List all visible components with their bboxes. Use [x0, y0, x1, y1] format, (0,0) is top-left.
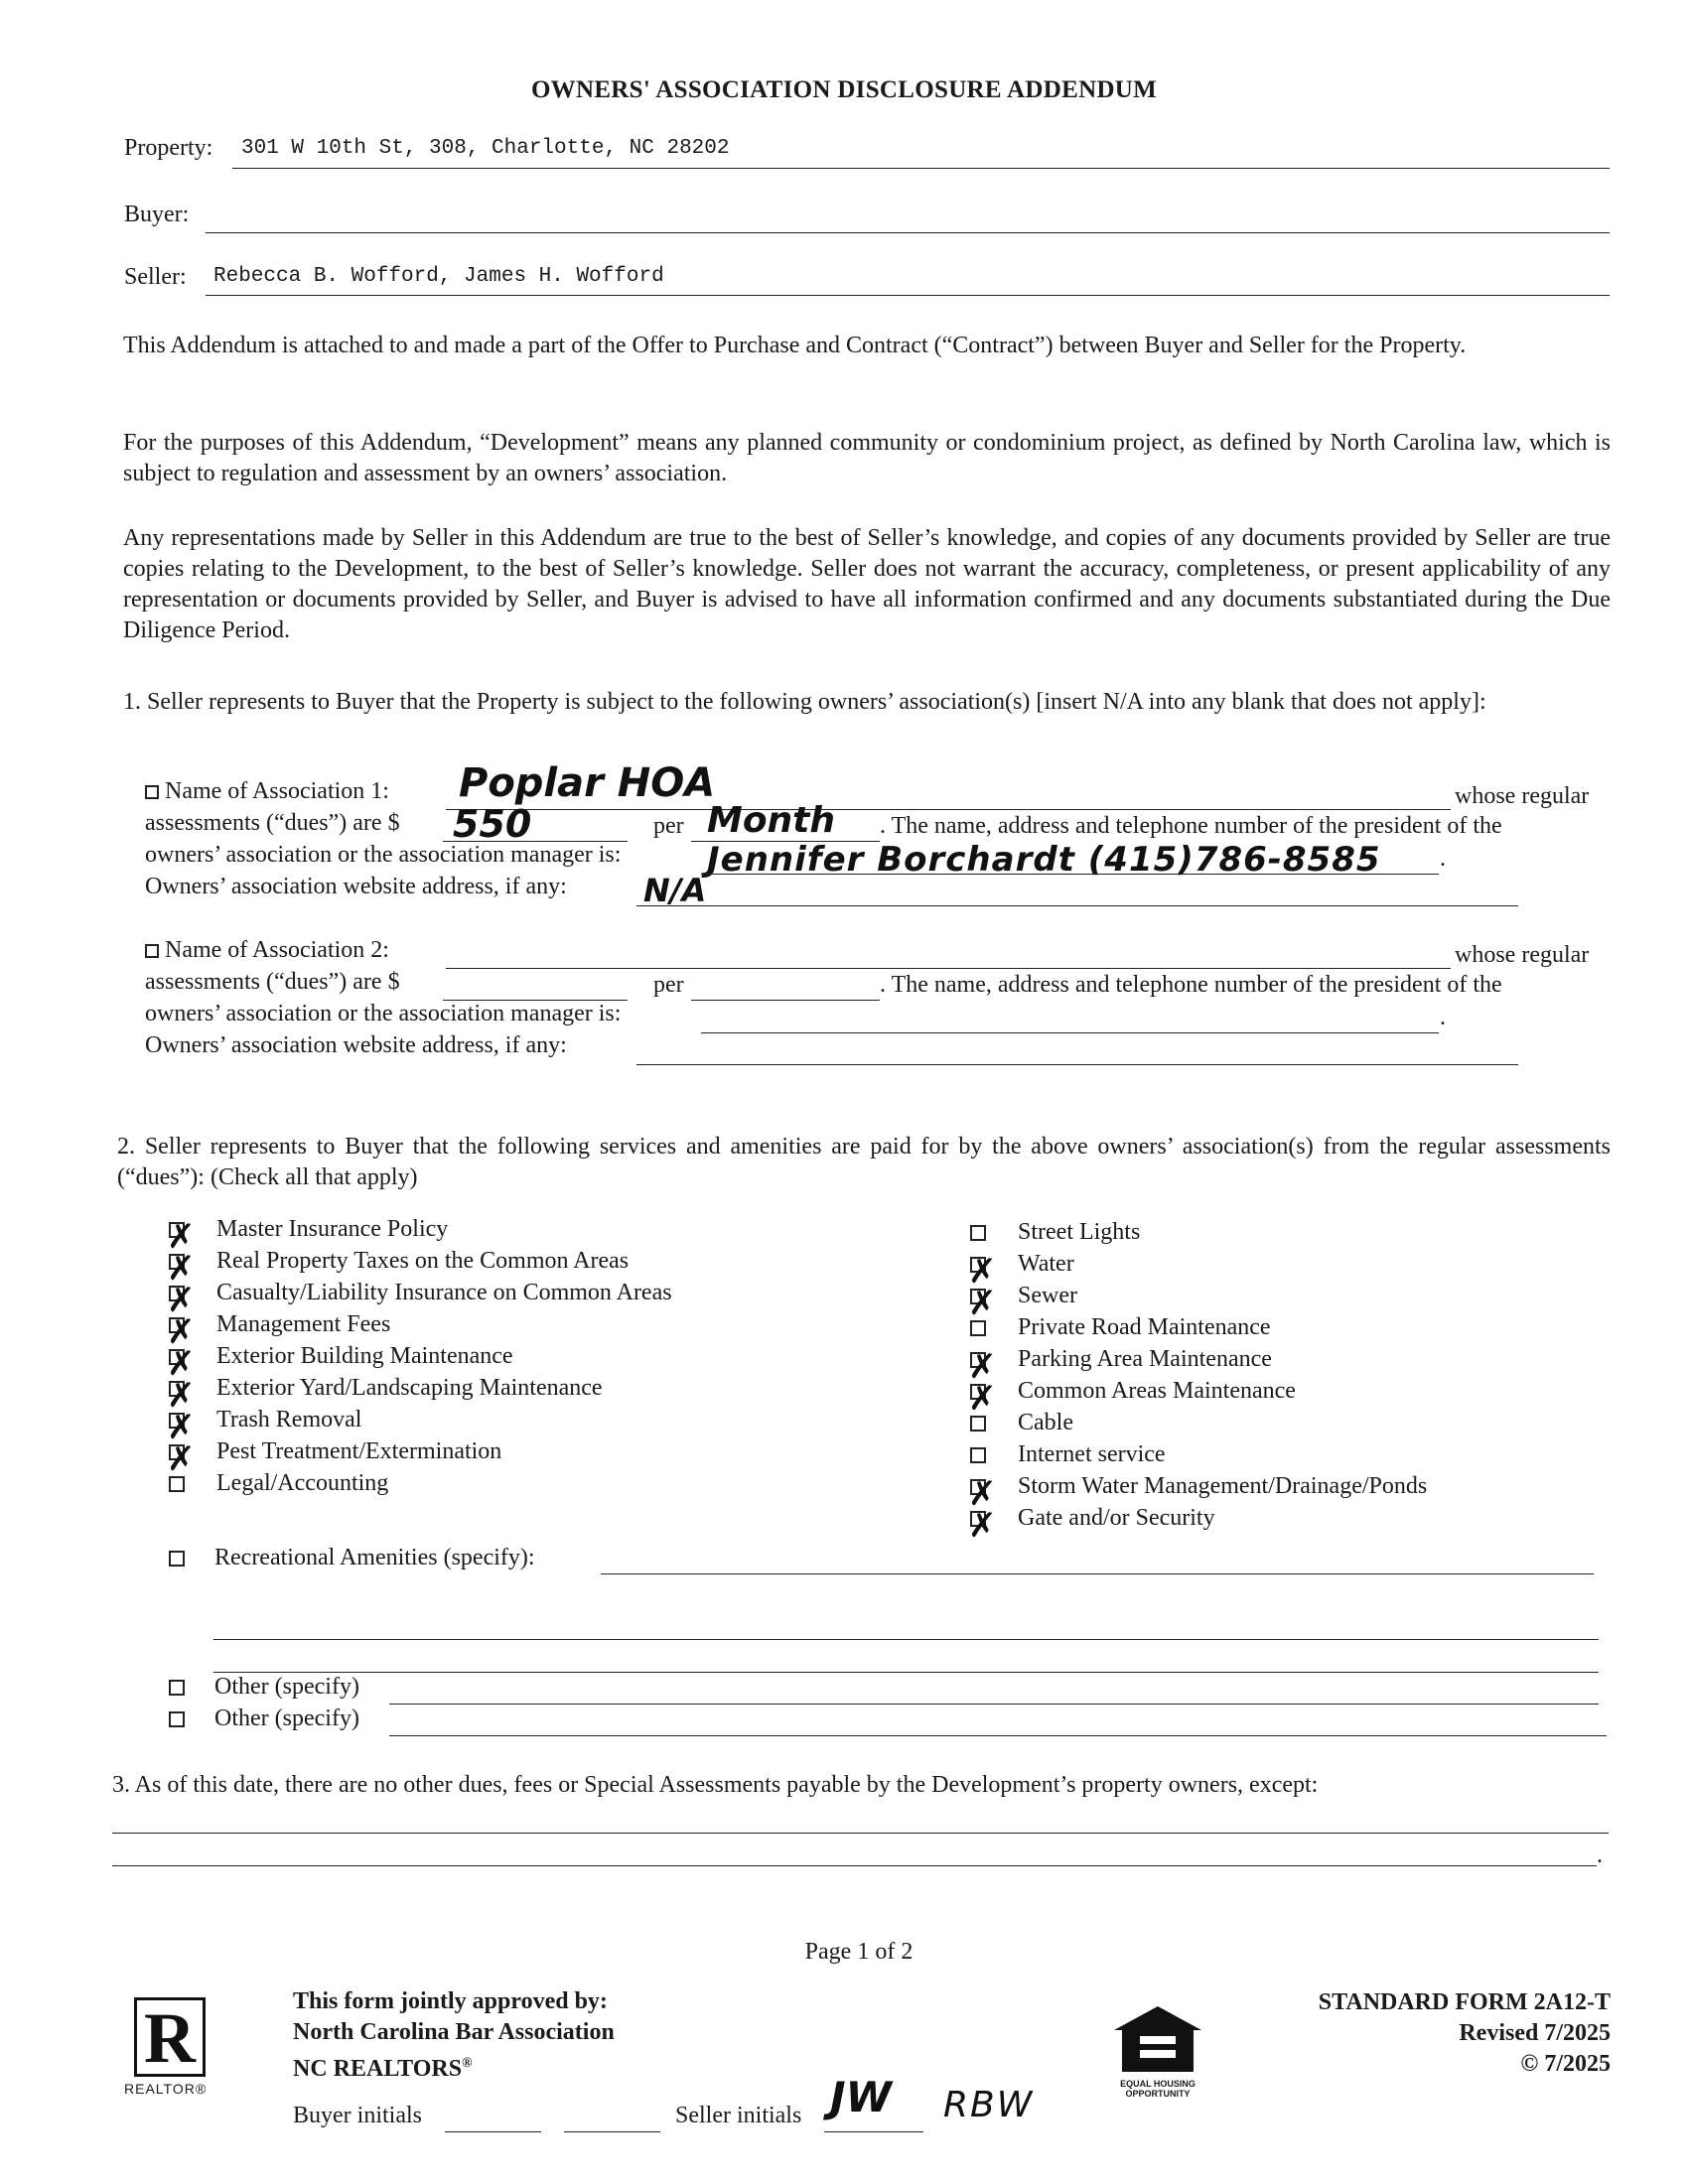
approved-line-1: This form jointly approved by: — [293, 1988, 608, 2014]
buyer-initials-field-2[interactable] — [564, 2131, 660, 2132]
service-label: Sewer — [1018, 1283, 1077, 1308]
service-checkbox[interactable] — [968, 1347, 997, 1387]
recreational-checkbox[interactable] — [169, 1551, 185, 1567]
check-mark-icon: ✗ — [167, 1439, 196, 1479]
seller-initials-label: Seller initials — [675, 2103, 802, 2128]
intro-paragraph-3: Any representations made by Seller in this Addendum are true to the best of Seller’s knowledge, and copies of any documents provided by Seller are true copies relating to the Development, to the best of Seller’s knowledge. Seller does not warrant the accuracy, completeness, or present applicability of any representation or documents provided by Seller, and Buyer is advised to have all information confirmed and any documents substantiated during the Due Diligence Period. — [123, 525, 1611, 643]
section-3-field-line2[interactable] — [112, 1865, 1597, 1866]
assoc2-name-field[interactable] — [446, 968, 1451, 969]
realtor-logo-text: REALTOR® — [124, 2081, 208, 2097]
buyer-initials-label: Buyer initials — [293, 2103, 422, 2128]
service-label: Cable — [1018, 1410, 1073, 1435]
assoc2-website-field[interactable] — [636, 1064, 1518, 1065]
check-mark-icon: ✗ — [968, 1252, 997, 1292]
service-checkbox[interactable] — [167, 1249, 196, 1289]
recreational-field-line3[interactable] — [213, 1672, 1599, 1673]
service-checkbox[interactable] — [968, 1284, 997, 1323]
service-label: Legal/Accounting — [216, 1470, 389, 1496]
other-1-checkbox[interactable] — [169, 1680, 185, 1696]
check-mark-icon: ✗ — [968, 1474, 997, 1514]
service-checkbox[interactable] — [167, 1344, 196, 1384]
check-mark-icon: ✗ — [167, 1408, 196, 1447]
intro-paragraph-1: This Addendum is attached to and made a part of the Offer to Purchase and Contract (“Contract”) between Buyer and Seller for the Property. — [123, 333, 1467, 358]
check-mark-icon: ✗ — [968, 1284, 997, 1323]
assoc2-dues-label: assessments (“dues”) are $ — [145, 969, 400, 995]
recreational-label: Recreational Amenities (specify): — [214, 1545, 535, 1570]
assoc1-name-label: Name of Association 1: — [165, 778, 389, 804]
service-checkbox[interactable] — [167, 1408, 196, 1447]
assoc2-name-row — [145, 937, 389, 964]
assoc2-website-label: Owners’ association website address, if any: — [145, 1032, 567, 1058]
service-checkbox[interactable] — [968, 1474, 997, 1514]
intro-paragraph-2: For the purposes of this Addendum, “Development” means any planned community or condominium project, as defined by North Carolina law, which is subject to regulation and assessment by an owners’ association. — [123, 430, 1611, 486]
assoc1-checkbox[interactable] — [145, 785, 159, 799]
service-label: Exterior Building Maintenance — [216, 1343, 513, 1369]
other-2-checkbox[interactable] — [169, 1711, 185, 1727]
check-mark-icon: ✗ — [167, 1249, 196, 1289]
seller-field[interactable]: Rebecca B. Wofford, James H. Wofford — [213, 265, 664, 288]
assoc1-president-text: . The name, address and telephone number of the president of the — [880, 813, 1502, 839]
service-checkbox[interactable] — [968, 1506, 997, 1546]
service-checkbox[interactable] — [970, 1447, 986, 1463]
recreational-field[interactable] — [601, 1573, 1594, 1574]
check-mark-icon: ✗ — [167, 1344, 196, 1384]
assoc1-whose-regular: whose regular — [1455, 783, 1590, 809]
check-mark-icon: ✗ — [968, 1347, 997, 1387]
assoc1-per-field[interactable]: Month — [707, 800, 836, 841]
recreational-field-line2[interactable] — [213, 1639, 1599, 1640]
service-checkbox[interactable] — [167, 1217, 196, 1257]
service-label: Casualty/Liability Insurance on Common Areas — [216, 1280, 672, 1305]
service-checkbox[interactable] — [169, 1476, 185, 1492]
service-checkbox[interactable] — [968, 1379, 997, 1419]
equal-housing-logo — [1108, 2002, 1207, 2102]
service-label: Private Road Maintenance — [1018, 1314, 1271, 1340]
other-2-field[interactable] — [389, 1735, 1607, 1736]
assoc2-manager-field[interactable] — [701, 1032, 1439, 1033]
page-title: OWNERS' ASSOCIATION DISCLOSURE ADDENDUM — [530, 76, 1158, 103]
check-mark-icon: ✗ — [167, 1217, 196, 1257]
registered-mark: ® — [462, 2056, 473, 2071]
section-3-text: 3. As of this date, there are no other dues, fees or Special Assessments payable by the Development’s property owners, except: — [112, 1772, 1319, 1798]
nc-realtors-text: NC REALTORS — [293, 2056, 463, 2082]
realtor-logo-letter: R — [144, 1998, 196, 2078]
eho-text-2: OPPORTUNITY — [1125, 2089, 1191, 2099]
service-checkbox[interactable] — [167, 1439, 196, 1479]
service-checkbox[interactable] — [970, 1225, 986, 1241]
assoc2-per-field[interactable] — [691, 1000, 880, 1001]
check-mark-icon: ✗ — [167, 1376, 196, 1416]
assoc1-per-label: per — [653, 813, 684, 839]
buyer-label: Buyer: — [124, 202, 190, 227]
service-label: Trash Removal — [216, 1407, 362, 1433]
house-icon — [1108, 2002, 1207, 2074]
section-3-period: . — [1597, 1843, 1603, 1868]
property-label: Property: — [124, 135, 213, 161]
check-mark-icon: ✗ — [167, 1312, 196, 1352]
service-checkbox[interactable] — [167, 1281, 196, 1320]
approval-block — [293, 1986, 615, 2085]
service-label: Pest Treatment/Extermination — [216, 1438, 502, 1464]
service-checkbox[interactable] — [968, 1252, 997, 1292]
assoc1-name-field[interactable]: Poplar HOA — [459, 760, 716, 806]
service-label: Exterior Yard/Landscaping Maintenance — [216, 1375, 603, 1401]
page-number: Page 1 of 2 — [804, 1939, 914, 1965]
form-revised: Revised 7/2025 — [1459, 2020, 1611, 2046]
check-mark-icon: ✗ — [167, 1281, 196, 1320]
service-label: Water — [1018, 1251, 1074, 1277]
other-1-label: Other (specify) — [214, 1674, 359, 1700]
realtor-logo — [124, 1997, 233, 2097]
service-label: Parking Area Maintenance — [1018, 1346, 1272, 1372]
assoc1-website-field[interactable]: N/A — [643, 872, 707, 909]
assoc2-manager-label: owners’ association or the association manager is: — [145, 1001, 622, 1026]
service-checkbox[interactable] — [970, 1320, 986, 1336]
form-copyright: © 7/2025 — [1520, 2051, 1611, 2077]
service-label: Street Lights — [1018, 1219, 1141, 1245]
service-label: Gate and/or Security — [1018, 1505, 1215, 1531]
assoc1-manager-field[interactable]: Jennifer Borchardt (415)786-8585 — [707, 840, 1381, 880]
assoc1-name-row — [145, 778, 389, 805]
service-checkbox[interactable] — [970, 1416, 986, 1432]
other-2-label: Other (specify) — [214, 1706, 359, 1731]
eho-text-1: EQUAL HOUSING — [1120, 2079, 1196, 2089]
service-checkbox[interactable] — [167, 1312, 196, 1352]
property-field[interactable]: 301 W 10th St, 308, Charlotte, NC 28202 — [241, 137, 730, 160]
section-2-text: 2. Seller represents to Buyer that the following services and amenities are paid for by the above owners’ association(s) from the regular assessments (“dues”): (Check all that apply) — [117, 1134, 1611, 1190]
assoc2-manager-period: . — [1440, 1005, 1446, 1030]
service-label: Management Fees — [216, 1311, 391, 1337]
section-1-text: 1. Seller represents to Buyer that the Property is subject to the following owners’ association(s) [insert N/A into any blank that does not apply]: — [123, 689, 1486, 715]
assoc2-president-text: . The name, address and telephone number of the president of the — [880, 972, 1502, 998]
seller-label: Seller: — [124, 264, 187, 290]
assoc1-website-label: Owners’ association website address, if any: — [145, 874, 567, 899]
check-mark-icon: ✗ — [968, 1506, 997, 1546]
assoc1-manager-period: . — [1440, 846, 1446, 872]
assoc2-whose-regular: whose regular — [1455, 942, 1590, 968]
buyer-initials-field-1[interactable] — [445, 2131, 541, 2132]
form-id-block — [1319, 1987, 1611, 2080]
service-label: Internet service — [1018, 1441, 1166, 1467]
form-name: STANDARD FORM 2A12-T — [1318, 1989, 1611, 2015]
assoc2-name-label: Name of Association 2: — [165, 937, 389, 963]
assoc2-per-label: per — [653, 972, 684, 998]
assoc1-manager-label: owners’ association or the association manager is: — [145, 842, 622, 868]
service-label: Real Property Taxes on the Common Areas — [216, 1248, 630, 1274]
seller-initials-field-1[interactable]: JW — [830, 2073, 892, 2121]
assoc1-dues-label: assessments (“dues”) are $ — [145, 810, 400, 836]
service-label: Storm Water Management/Drainage/Ponds — [1018, 1473, 1428, 1499]
assoc1-dues-field[interactable]: 550 — [453, 802, 532, 846]
check-mark-icon: ✗ — [968, 1379, 997, 1419]
seller-initials-field-2[interactable]: RBW — [943, 2085, 1035, 2125]
approved-line-3 — [293, 2048, 615, 2085]
section-3-field-line1[interactable] — [112, 1833, 1609, 1834]
service-label: Common Areas Maintenance — [1018, 1378, 1296, 1404]
service-label: Master Insurance Policy — [216, 1216, 449, 1242]
other-1-field[interactable] — [389, 1704, 1599, 1705]
service-checkbox[interactable] — [167, 1376, 196, 1416]
approved-line-2: North Carolina Bar Association — [293, 2019, 615, 2045]
assoc2-checkbox[interactable] — [145, 944, 159, 958]
